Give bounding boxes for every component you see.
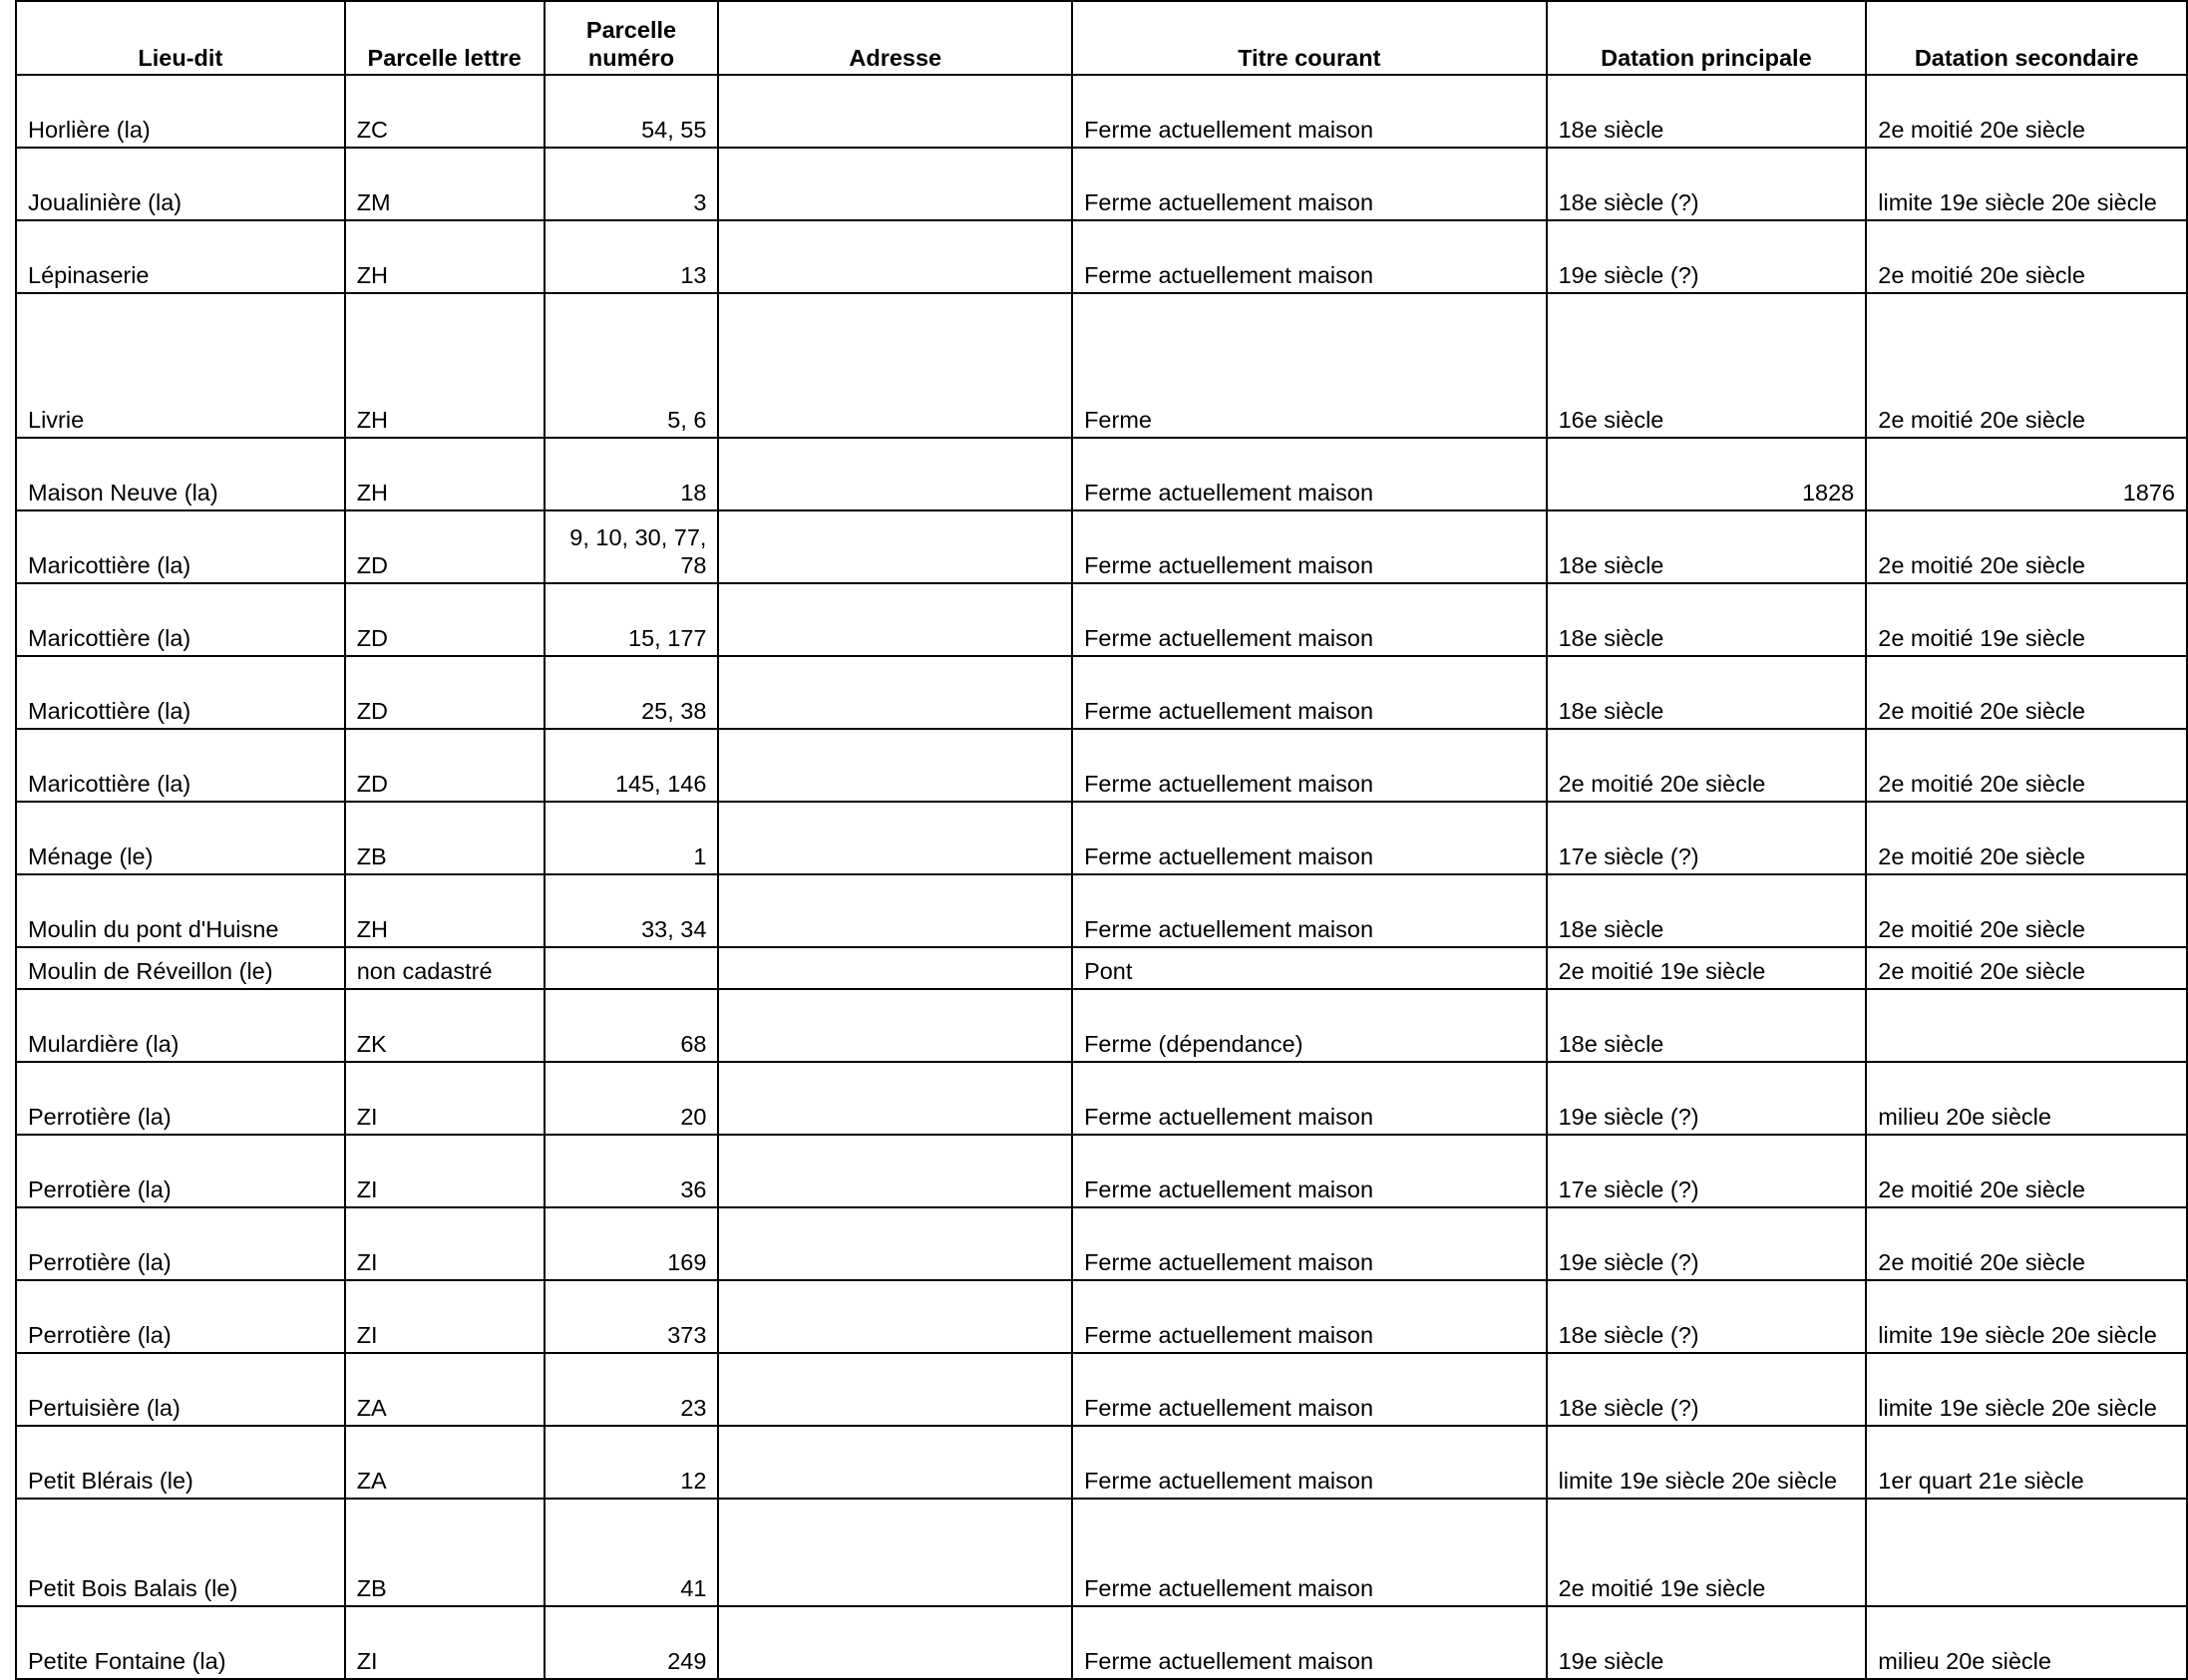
cell-datation-principale: 18e siècle [1547, 510, 1867, 583]
cell-datation-principale: 19e siècle (?) [1547, 220, 1867, 293]
cell-datation-secondaire: limite 19e siècle 20e siècle [1866, 1353, 2187, 1426]
cell-parcelle-lettre: ZI [345, 1062, 545, 1135]
cell-datation-principale: 19e siècle [1547, 1606, 1867, 1679]
cell-lieu-dit: Horlière (la) [16, 75, 345, 148]
table-row [16, 1062, 2187, 1135]
cell-adresse [718, 148, 1072, 220]
cell-parcelle-numero: 54, 55 [545, 75, 719, 148]
cell-parcelle-lettre: ZK [345, 989, 545, 1062]
cell-lieu-dit: Perrotière (la) [16, 1062, 345, 1135]
table-row [16, 1207, 2187, 1280]
cell-lieu-dit: Mulardière (la) [16, 989, 345, 1062]
cell-datation-secondaire: 2e moitié 19e siècle [1866, 583, 2187, 656]
table-row [16, 656, 2187, 729]
table-row [16, 947, 2187, 989]
cell-parcelle-numero: 68 [545, 989, 719, 1062]
cell-datation-principale: 16e siècle [1547, 293, 1867, 438]
cell-parcelle-numero [545, 947, 719, 989]
cell-datation-principale: 18e siècle [1547, 656, 1867, 729]
cell-titre-courant: Ferme actuellement maison [1072, 1135, 1547, 1207]
cell-titre-courant: Ferme actuellement maison [1072, 1280, 1547, 1353]
cell-datation-principale: 19e siècle (?) [1547, 1062, 1867, 1135]
cell-datation-secondaire: milieu 20e siècle [1866, 1606, 2187, 1679]
cell-adresse [718, 729, 1072, 802]
cell-titre-courant: Ferme actuellement maison [1072, 220, 1547, 293]
cell-datation-secondaire: limite 19e siècle 20e siècle [1866, 148, 2187, 220]
column-header-parcelle-lettre: Parcelle lettre [345, 1, 545, 75]
cell-parcelle-lettre: ZH [345, 293, 545, 438]
cell-lieu-dit: Petit Blérais (le) [16, 1426, 345, 1499]
cell-parcelle-lettre: ZD [345, 729, 545, 802]
cell-lieu-dit: Maricottière (la) [16, 510, 345, 583]
table-row [16, 293, 2187, 438]
cell-titre-courant: Ferme [1072, 293, 1547, 438]
column-header-parcelle-numero: Parcelle numéro [545, 1, 719, 75]
table-row [16, 220, 2187, 293]
table-row [16, 874, 2187, 947]
cell-datation-principale: 2e moitié 20e siècle [1547, 729, 1867, 802]
cell-datation-principale: 19e siècle (?) [1547, 1207, 1867, 1280]
cell-parcelle-numero: 23 [545, 1353, 719, 1426]
cell-lieu-dit: Pertuisière (la) [16, 1353, 345, 1426]
cell-titre-courant: Ferme actuellement maison [1072, 1062, 1547, 1135]
cell-adresse [718, 438, 1072, 510]
cell-parcelle-numero: 169 [545, 1207, 719, 1280]
cell-parcelle-numero: 15, 177 [545, 583, 719, 656]
table-row [16, 510, 2187, 583]
cell-datation-principale: 2e moitié 19e siècle [1547, 1499, 1867, 1606]
cell-parcelle-lettre: ZH [345, 438, 545, 510]
cell-lieu-dit: Perrotière (la) [16, 1135, 345, 1207]
cell-lieu-dit: Moulin de Réveillon (le) [16, 947, 345, 989]
cell-adresse [718, 1353, 1072, 1426]
cell-parcelle-numero: 145, 146 [545, 729, 719, 802]
cell-adresse [718, 1135, 1072, 1207]
cell-titre-courant: Ferme actuellement maison [1072, 874, 1547, 947]
cell-adresse [718, 510, 1072, 583]
cell-datation-principale: 18e siècle [1547, 75, 1867, 148]
cell-adresse [718, 989, 1072, 1062]
cell-datation-secondaire: 2e moitié 20e siècle [1866, 220, 2187, 293]
cell-datation-principale: 18e siècle (?) [1547, 1280, 1867, 1353]
cell-datation-secondaire: limite 19e siècle 20e siècle [1866, 1280, 2187, 1353]
table-row [16, 583, 2187, 656]
table-row [16, 148, 2187, 220]
cell-datation-principale: 18e siècle [1547, 989, 1867, 1062]
cell-titre-courant: Ferme actuellement maison [1072, 148, 1547, 220]
cell-parcelle-lettre: ZI [345, 1207, 545, 1280]
cell-adresse [718, 583, 1072, 656]
cell-lieu-dit: Perrotière (la) [16, 1280, 345, 1353]
cell-adresse [718, 1606, 1072, 1679]
cell-datation-principale: 18e siècle (?) [1547, 1353, 1867, 1426]
cell-titre-courant: Ferme actuellement maison [1072, 438, 1547, 510]
cell-adresse [718, 220, 1072, 293]
column-header-datation-secondaire: Datation secondaire [1866, 1, 2187, 75]
cell-parcelle-numero: 41 [545, 1499, 719, 1606]
cell-titre-courant: Ferme actuellement maison [1072, 1426, 1547, 1499]
cell-datation-secondaire [1866, 1499, 2187, 1606]
cell-datation-principale: 1828 [1547, 438, 1867, 510]
cell-parcelle-numero: 20 [545, 1062, 719, 1135]
cell-parcelle-lettre: ZB [345, 1499, 545, 1606]
cell-titre-courant: Ferme actuellement maison [1072, 729, 1547, 802]
cell-datation-secondaire: 1876 [1866, 438, 2187, 510]
column-header-adresse: Adresse [718, 1, 1072, 75]
cell-parcelle-numero: 3 [545, 148, 719, 220]
cell-parcelle-numero: 33, 34 [545, 874, 719, 947]
cell-adresse [718, 874, 1072, 947]
cell-parcelle-lettre: ZA [345, 1353, 545, 1426]
table-row [16, 1280, 2187, 1353]
table-row [16, 1606, 2187, 1679]
cell-parcelle-numero: 25, 38 [545, 656, 719, 729]
cell-parcelle-lettre: ZB [345, 802, 545, 874]
cell-titre-courant: Ferme actuellement maison [1072, 1499, 1547, 1606]
cell-parcelle-lettre: ZD [345, 510, 545, 583]
cell-parcelle-lettre: ZM [345, 148, 545, 220]
table-row [16, 75, 2187, 148]
cell-lieu-dit: Livrie [16, 293, 345, 438]
table-row [16, 729, 2187, 802]
cell-datation-principale: 17e siècle (?) [1547, 1135, 1867, 1207]
cell-parcelle-numero: 18 [545, 438, 719, 510]
cell-parcelle-numero: 249 [545, 1606, 719, 1679]
table-row [16, 802, 2187, 874]
cell-titre-courant: Pont [1072, 947, 1547, 989]
cell-lieu-dit: Lépinaserie [16, 220, 345, 293]
cell-parcelle-lettre: ZH [345, 874, 545, 947]
cell-parcelle-lettre: ZD [345, 656, 545, 729]
cell-titre-courant: Ferme (dépendance) [1072, 989, 1547, 1062]
cell-datation-secondaire: 2e moitié 20e siècle [1866, 802, 2187, 874]
cell-adresse [718, 947, 1072, 989]
cell-parcelle-lettre: ZA [345, 1426, 545, 1499]
cell-adresse [718, 1280, 1072, 1353]
cell-lieu-dit: Ménage (le) [16, 802, 345, 874]
cell-titre-courant: Ferme actuellement maison [1072, 656, 1547, 729]
cell-datation-secondaire: 2e moitié 20e siècle [1866, 729, 2187, 802]
cell-parcelle-lettre: non cadastré [345, 947, 545, 989]
table-row [16, 1499, 2187, 1606]
cell-datation-secondaire: 2e moitié 20e siècle [1866, 656, 2187, 729]
cell-adresse [718, 293, 1072, 438]
cell-lieu-dit: Moulin du pont d'Huisne [16, 874, 345, 947]
cell-lieu-dit: Maison Neuve (la) [16, 438, 345, 510]
cell-adresse [718, 1062, 1072, 1135]
table-row [16, 989, 2187, 1062]
cell-parcelle-lettre: ZI [345, 1280, 545, 1353]
cell-lieu-dit: Joualinière (la) [16, 148, 345, 220]
cell-datation-secondaire: 2e moitié 20e siècle [1866, 510, 2187, 583]
table-row [16, 438, 2187, 510]
cell-titre-courant: Ferme actuellement maison [1072, 1353, 1547, 1426]
column-header-titre-courant: Titre courant [1072, 1, 1547, 75]
cell-datation-secondaire: 2e moitié 20e siècle [1866, 1135, 2187, 1207]
cell-datation-secondaire: milieu 20e siècle [1866, 1062, 2187, 1135]
cell-datation-secondaire: 2e moitié 20e siècle [1866, 1207, 2187, 1280]
cell-datation-secondaire: 2e moitié 20e siècle [1866, 947, 2187, 989]
cell-datation-secondaire: 2e moitié 20e siècle [1866, 75, 2187, 148]
cell-parcelle-numero: 13 [545, 220, 719, 293]
cell-lieu-dit: Maricottière (la) [16, 583, 345, 656]
cell-titre-courant: Ferme actuellement maison [1072, 802, 1547, 874]
cell-parcelle-numero: 1 [545, 802, 719, 874]
column-header-lieu-dit: Lieu-dit [16, 1, 345, 75]
cell-adresse [718, 1499, 1072, 1606]
cell-adresse [718, 1426, 1072, 1499]
cell-lieu-dit: Petit Bois Balais (le) [16, 1499, 345, 1606]
table-row [16, 1353, 2187, 1426]
column-header-datation-principale: Datation principale [1547, 1, 1867, 75]
cell-parcelle-numero: 9, 10, 30, 77, 78 [545, 510, 719, 583]
cell-parcelle-numero: 12 [545, 1426, 719, 1499]
cell-datation-principale: 17e siècle (?) [1547, 802, 1867, 874]
table-row [16, 1426, 2187, 1499]
inventory-table [15, 0, 2188, 1680]
cell-parcelle-numero: 373 [545, 1280, 719, 1353]
table-row [16, 1135, 2187, 1207]
cell-titre-courant: Ferme actuellement maison [1072, 583, 1547, 656]
cell-lieu-dit: Maricottière (la) [16, 656, 345, 729]
cell-adresse [718, 656, 1072, 729]
cell-datation-secondaire: 2e moitié 20e siècle [1866, 293, 2187, 438]
cell-datation-principale: 18e siècle [1547, 874, 1867, 947]
cell-adresse [718, 1207, 1072, 1280]
cell-parcelle-lettre: ZC [345, 75, 545, 148]
cell-datation-principale: 2e moitié 19e siècle [1547, 947, 1867, 989]
cell-parcelle-lettre: ZD [345, 583, 545, 656]
cell-parcelle-numero: 5, 6 [545, 293, 719, 438]
cell-datation-secondaire: 1er quart 21e siècle [1866, 1426, 2187, 1499]
cell-lieu-dit: Maricottière (la) [16, 729, 345, 802]
cell-adresse [718, 802, 1072, 874]
cell-parcelle-lettre: ZI [345, 1135, 545, 1207]
cell-titre-courant: Ferme actuellement maison [1072, 1606, 1547, 1679]
cell-lieu-dit: Perrotière (la) [16, 1207, 345, 1280]
cell-datation-principale: limite 19e siècle 20e siècle [1547, 1426, 1867, 1499]
cell-parcelle-numero: 36 [545, 1135, 719, 1207]
cell-parcelle-lettre: ZH [345, 220, 545, 293]
cell-datation-secondaire [1866, 989, 2187, 1062]
cell-titre-courant: Ferme actuellement maison [1072, 75, 1547, 148]
cell-datation-secondaire: 2e moitié 20e siècle [1866, 874, 2187, 947]
cell-lieu-dit: Petite Fontaine (la) [16, 1606, 345, 1679]
cell-datation-principale: 18e siècle [1547, 583, 1867, 656]
cell-titre-courant: Ferme actuellement maison [1072, 510, 1547, 583]
header-row [16, 1, 2187, 75]
cell-adresse [718, 75, 1072, 148]
cell-datation-principale: 18e siècle (?) [1547, 148, 1867, 220]
cell-parcelle-lettre: ZI [345, 1606, 545, 1679]
cell-titre-courant: Ferme actuellement maison [1072, 1207, 1547, 1280]
